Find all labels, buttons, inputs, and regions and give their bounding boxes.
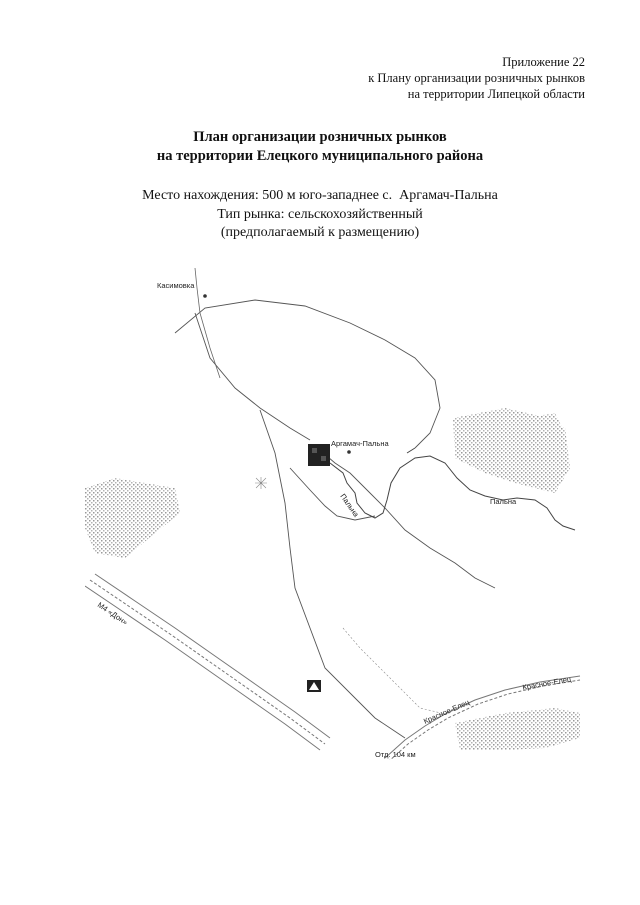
label-road-km: Отд. 104 км: [375, 750, 416, 759]
appendix-region: на территории Липецкой области: [407, 87, 585, 101]
market-info: [0, 187, 640, 243]
market-location: Место нахождения: 500 м юго-западнее с. Аргамач-Пальна: [142, 188, 498, 203]
title-line-1: План организации розничных рынков: [193, 129, 447, 145]
compass-marker-icon: [255, 477, 267, 489]
label-village-center: Аргамач-Пальна: [331, 439, 389, 448]
document-title: [0, 128, 640, 166]
title-line-2: на территории Елецкого муниципального района: [156, 148, 484, 164]
highway-m4: [85, 574, 330, 750]
settlement-area-west: [85, 478, 180, 558]
settlement-dot-icon: [203, 294, 207, 298]
road-sign-icon: [307, 680, 321, 692]
location-map: [85, 268, 585, 760]
appendix-reference: к Плану организации розничных рынков: [368, 71, 585, 85]
market-note: (предполагаемый к размещению): [220, 225, 420, 240]
market-square-marker: [308, 444, 330, 466]
label-road-krasnoe-1: Красное-Елец: [521, 674, 572, 692]
settlement-area-southeast: [455, 708, 580, 750]
settlement-area-east: [453, 408, 570, 493]
field-boundaries: [175, 300, 495, 738]
label-road-m4: М4 «Дон»: [95, 600, 130, 627]
label-village-north: Касимовка: [157, 281, 195, 290]
label-road-krasnoe-2: Красное-Елец: [422, 697, 471, 726]
appendix-header: [368, 54, 585, 102]
market-type: Тип рынка: сельскохозяйственный: [217, 206, 423, 222]
label-river-1: Пальна: [338, 491, 361, 519]
label-river-2: Пальна: [490, 497, 517, 506]
appendix-number: Приложение 22: [502, 55, 585, 69]
settlement-dot-icon: [347, 450, 351, 454]
